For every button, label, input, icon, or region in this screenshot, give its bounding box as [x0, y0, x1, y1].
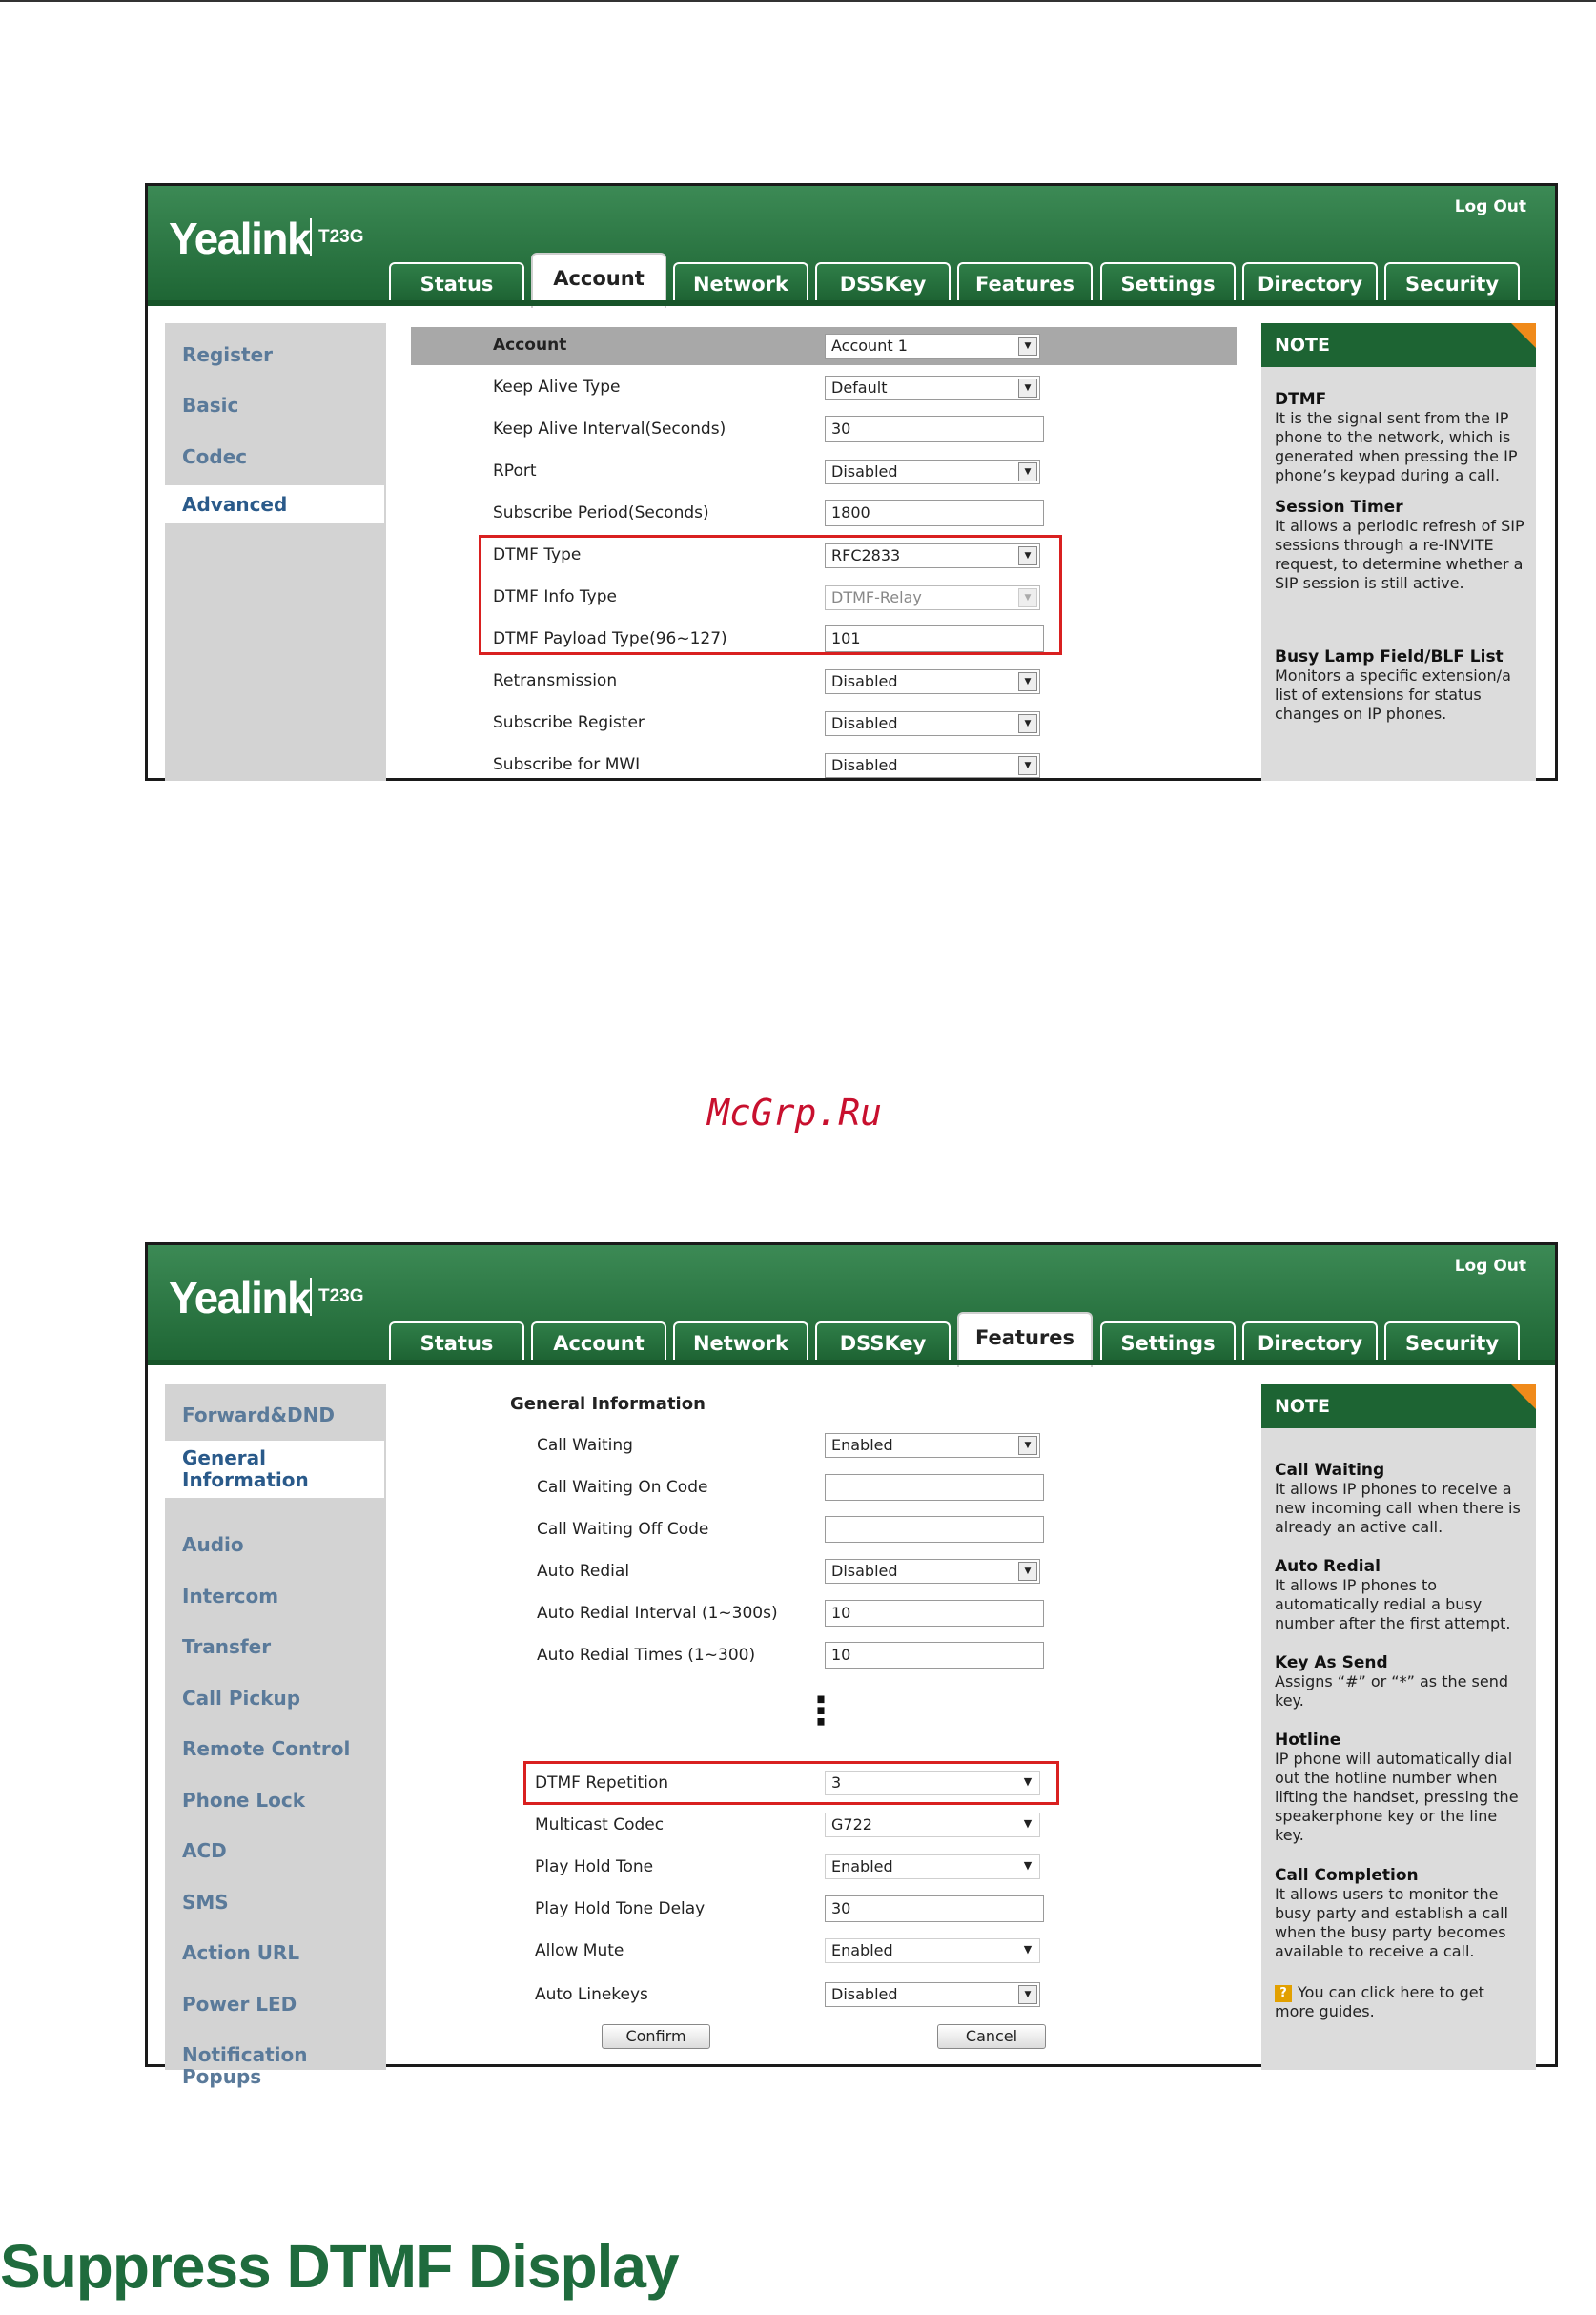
tab-network[interactable]: Network: [673, 1321, 808, 1365]
note-title: Hotline: [1275, 1731, 1341, 1750]
model-label: T23G: [310, 218, 364, 256]
web-ui-header: [148, 186, 1555, 306]
auto-redial-times-input[interactable]: 10: [825, 1642, 1044, 1669]
header-underline: [148, 1360, 1555, 1365]
note-title: DTMF: [1275, 390, 1327, 409]
page-top-rule: [0, 0, 1596, 2]
dtmf-highlight-box: [479, 535, 1062, 655]
call-waiting-on-code-input[interactable]: [825, 1474, 1044, 1501]
note-header: NOTE: [1261, 1384, 1536, 1428]
call-waiting-off-code-input[interactable]: [825, 1516, 1044, 1543]
sidebar-item-call-pickup[interactable]: Call Pickup: [182, 1687, 301, 1710]
chevron-down-icon: ▼: [1018, 672, 1037, 691]
note-body: It allows IP phones to automatically redial a busy number after the first attempt.: [1275, 1576, 1511, 1632]
sidebar-item-acd[interactable]: ACD: [182, 1839, 227, 1862]
note-title: Busy Lamp Field/BLF List: [1275, 647, 1504, 666]
row-label: Retransmission: [493, 671, 618, 690]
chevron-down-icon: ▼: [1018, 337, 1037, 356]
sidebar-item-forward-dnd[interactable]: Forward&DND: [182, 1403, 335, 1426]
row-label: Play Hold Tone Delay: [535, 1899, 706, 1918]
sidebar-item-register[interactable]: Register: [182, 343, 274, 366]
sidebar-item-audio[interactable]: Audio: [182, 1533, 244, 1556]
rport-select[interactable]: Disabled ▼: [825, 460, 1040, 484]
screenshot-account-advanced: [145, 183, 1558, 781]
row-label: Subscribe for MWI: [493, 755, 641, 774]
sidebar-item-power-led[interactable]: Power LED: [182, 1993, 297, 2016]
tab-account[interactable]: Account: [531, 1321, 666, 1365]
note-title: Session Timer: [1275, 498, 1403, 517]
call-waiting-select[interactable]: Enabled ▼: [825, 1433, 1040, 1458]
sidebar-item-codec[interactable]: Codec: [182, 445, 248, 468]
subscribe-register-select[interactable]: Disabled ▼: [825, 711, 1040, 736]
more-rows-ellipsis: ⋮: [802, 1690, 840, 1733]
chevron-down-icon: ▼: [1018, 588, 1037, 607]
chevron-down-icon: ▼: [1018, 756, 1037, 775]
chevron-down-icon: ▼: [1018, 462, 1037, 481]
sidebar-item-transfer[interactable]: Transfer: [182, 1635, 272, 1658]
multicast-codec-select[interactable]: G722 ▼: [825, 1813, 1040, 1837]
auto-redial-interval-input[interactable]: 10: [825, 1600, 1044, 1627]
row-label: DTMF Info Type: [493, 587, 617, 606]
note-body: Monitors a specific extension/a list of extensions for status changes on IP phones.: [1275, 666, 1511, 723]
note-corner-icon: [1511, 1384, 1536, 1409]
note-body: It allows a periodic refresh of SIP sessions through a re-INVITE request, to determine whether a SIP session is still active.: [1275, 517, 1524, 592]
row-label: Call Waiting Off Code: [537, 1520, 709, 1539]
section-title: General Information: [510, 1394, 706, 1414]
note-header: NOTE: [1261, 323, 1536, 367]
yealink-logo: Yealink: [169, 1273, 311, 1322]
help-link[interactable]: ? You can click here to get more guides.: [1275, 1983, 1484, 2020]
tab-dsskey[interactable]: DSSKey: [815, 262, 951, 306]
dtmf-repetition-highlight-box: [523, 1761, 1059, 1805]
sidebar-item-intercom[interactable]: Intercom: [182, 1585, 279, 1608]
chevron-down-icon: ▼: [1023, 1775, 1033, 1788]
web-ui-header: [148, 1245, 1555, 1365]
note-panel: [1261, 1384, 1536, 2070]
tab-features[interactable]: Features: [957, 1312, 1093, 1367]
chevron-down-icon: ▼: [1018, 546, 1037, 565]
dtmf-payload-type-input[interactable]: 101: [825, 625, 1044, 652]
row-label: Auto Redial Interval (1~300s): [537, 1604, 778, 1623]
note-panel: [1261, 323, 1536, 781]
sidebar-item-general-information[interactable]: General Information: [148, 1441, 384, 1498]
sidebar-item-sms[interactable]: SMS: [182, 1891, 229, 1914]
note-body: Assigns “#” or “*” as the send key.: [1275, 1672, 1509, 1710]
row-label: DTMF Type: [493, 545, 582, 564]
row-label: Keep Alive Type: [493, 378, 621, 397]
tab-settings[interactable]: Settings: [1100, 262, 1236, 306]
row-label: DTMF Repetition: [535, 1773, 669, 1793]
chevron-down-icon: ▼: [1018, 1562, 1037, 1581]
confirm-button[interactable]: Confirm: [602, 2024, 710, 2049]
tab-status[interactable]: Status: [389, 262, 524, 306]
keep-alive-type-select[interactable]: Default ▼: [825, 376, 1040, 400]
row-label: Auto Linekeys: [535, 1985, 648, 2004]
chevron-down-icon: ▼: [1018, 714, 1037, 733]
note-corner-icon: [1511, 323, 1536, 348]
tab-features[interactable]: Features: [957, 262, 1093, 306]
chevron-down-icon: ▼: [1023, 1859, 1033, 1872]
note-body: It allows IP phones to receive a new incoming call when there is already an active call.: [1275, 1480, 1521, 1536]
note-title: Call Waiting: [1275, 1461, 1385, 1480]
row-label: DTMF Payload Type(96~127): [493, 629, 727, 648]
chevron-down-icon: ▼: [1018, 1985, 1037, 2004]
row-label: RPort: [493, 461, 537, 481]
play-hold-tone-select[interactable]: Enabled ▼: [825, 1854, 1040, 1879]
chevron-down-icon: ▼: [1023, 1817, 1033, 1830]
row-label: Call Waiting: [537, 1436, 633, 1455]
account-select[interactable]: Account 1 ▼: [825, 334, 1040, 359]
sidebar-item-advanced[interactable]: Advanced: [148, 485, 384, 523]
note-body: It is the signal sent from the IP phone to the network, which is generated when pressing the IP phone’s keypad during a call.: [1275, 409, 1518, 484]
keep-alive-interval-input[interactable]: 30: [825, 416, 1044, 442]
row-label: Multicast Codec: [535, 1815, 665, 1834]
row-label: Keep Alive Interval(Seconds): [493, 420, 726, 439]
cancel-button[interactable]: Cancel: [937, 2024, 1046, 2049]
note-title: Key As Send: [1275, 1653, 1388, 1672]
screenshot-features-general: [145, 1242, 1558, 2088]
sidebar-item-notification-popups[interactable]: Notification Popups: [182, 2043, 308, 2088]
tab-status[interactable]: Status: [389, 1321, 524, 1365]
note-title: Call Completion: [1275, 1866, 1419, 1885]
row-label: Subscribe Period(Seconds): [493, 503, 709, 522]
tab-dsskey[interactable]: DSSKey: [815, 1321, 951, 1365]
logout-link[interactable]: Log Out: [1454, 197, 1526, 216]
chevron-down-icon: ▼: [1018, 1436, 1037, 1455]
note-body: IP phone will automatically dial out the hotline number when lifting the handset, pressing the speakerphone key or the line key.: [1275, 1750, 1519, 1844]
account-label: Account: [493, 336, 567, 355]
tab-directory[interactable]: Directory: [1242, 1321, 1378, 1365]
yealink-logo: Yealink: [169, 214, 311, 263]
play-hold-tone-delay-input[interactable]: 30: [825, 1895, 1044, 1922]
auto-redial-select[interactable]: Disabled ▼: [825, 1559, 1040, 1584]
tab-account[interactable]: Account: [531, 253, 666, 308]
dtmf-type-select[interactable]: RFC2833 ▼: [825, 543, 1040, 568]
sidebar-item-basic[interactable]: Basic: [182, 394, 239, 417]
note-title: Auto Redial: [1275, 1557, 1381, 1576]
tab-directory[interactable]: Directory: [1242, 262, 1378, 306]
chevron-down-icon: ▼: [1018, 379, 1037, 398]
row-label: Call Waiting On Code: [537, 1478, 708, 1497]
row-label: Allow Mute: [535, 1941, 624, 1960]
tab-network[interactable]: Network: [673, 262, 808, 306]
chevron-down-icon: ▼: [1023, 1943, 1033, 1956]
subscribe-mwi-select[interactable]: Disabled ▼: [825, 753, 1040, 778]
watermark: McGrp.Ru: [707, 1092, 883, 1134]
dtmf-info-type-select[interactable]: DTMF-Relay ▼: [825, 585, 1040, 610]
tab-settings[interactable]: Settings: [1100, 1321, 1236, 1365]
tab-security[interactable]: Security: [1384, 1321, 1520, 1365]
subscribe-period-input[interactable]: 1800: [825, 500, 1044, 526]
auto-linekeys-select[interactable]: Disabled ▼: [825, 1982, 1040, 2007]
sidebar-item-remote-control[interactable]: Remote Control: [182, 1737, 351, 1760]
dtmf-repetition-select[interactable]: 3 ▼: [825, 1771, 1040, 1795]
allow-mute-select[interactable]: Enabled ▼: [825, 1938, 1040, 1963]
retransmission-select[interactable]: Disabled ▼: [825, 669, 1040, 694]
note-body: It allows users to monitor the busy party and establish a call when the busy party becomes available to receive a call.: [1275, 1885, 1508, 1960]
header-underline: [148, 300, 1555, 306]
model-label: T23G: [310, 1278, 364, 1316]
help-icon: ?: [1275, 1985, 1292, 2002]
row-label: Subscribe Register: [493, 713, 645, 732]
logout-link[interactable]: Log Out: [1454, 1257, 1526, 1276]
section-heading: Suppress DTMF Display: [0, 2232, 679, 2301]
tab-security[interactable]: Security: [1384, 262, 1520, 306]
row-label: Play Hold Tone: [535, 1857, 654, 1876]
row-label: Auto Redial: [537, 1562, 630, 1581]
sidebar-item-phone-lock[interactable]: Phone Lock: [182, 1789, 306, 1812]
sidebar-item-action-url[interactable]: Action URL: [182, 1941, 300, 1964]
row-label: Auto Redial Times (1~300): [537, 1646, 756, 1665]
sidebar: [165, 323, 386, 781]
